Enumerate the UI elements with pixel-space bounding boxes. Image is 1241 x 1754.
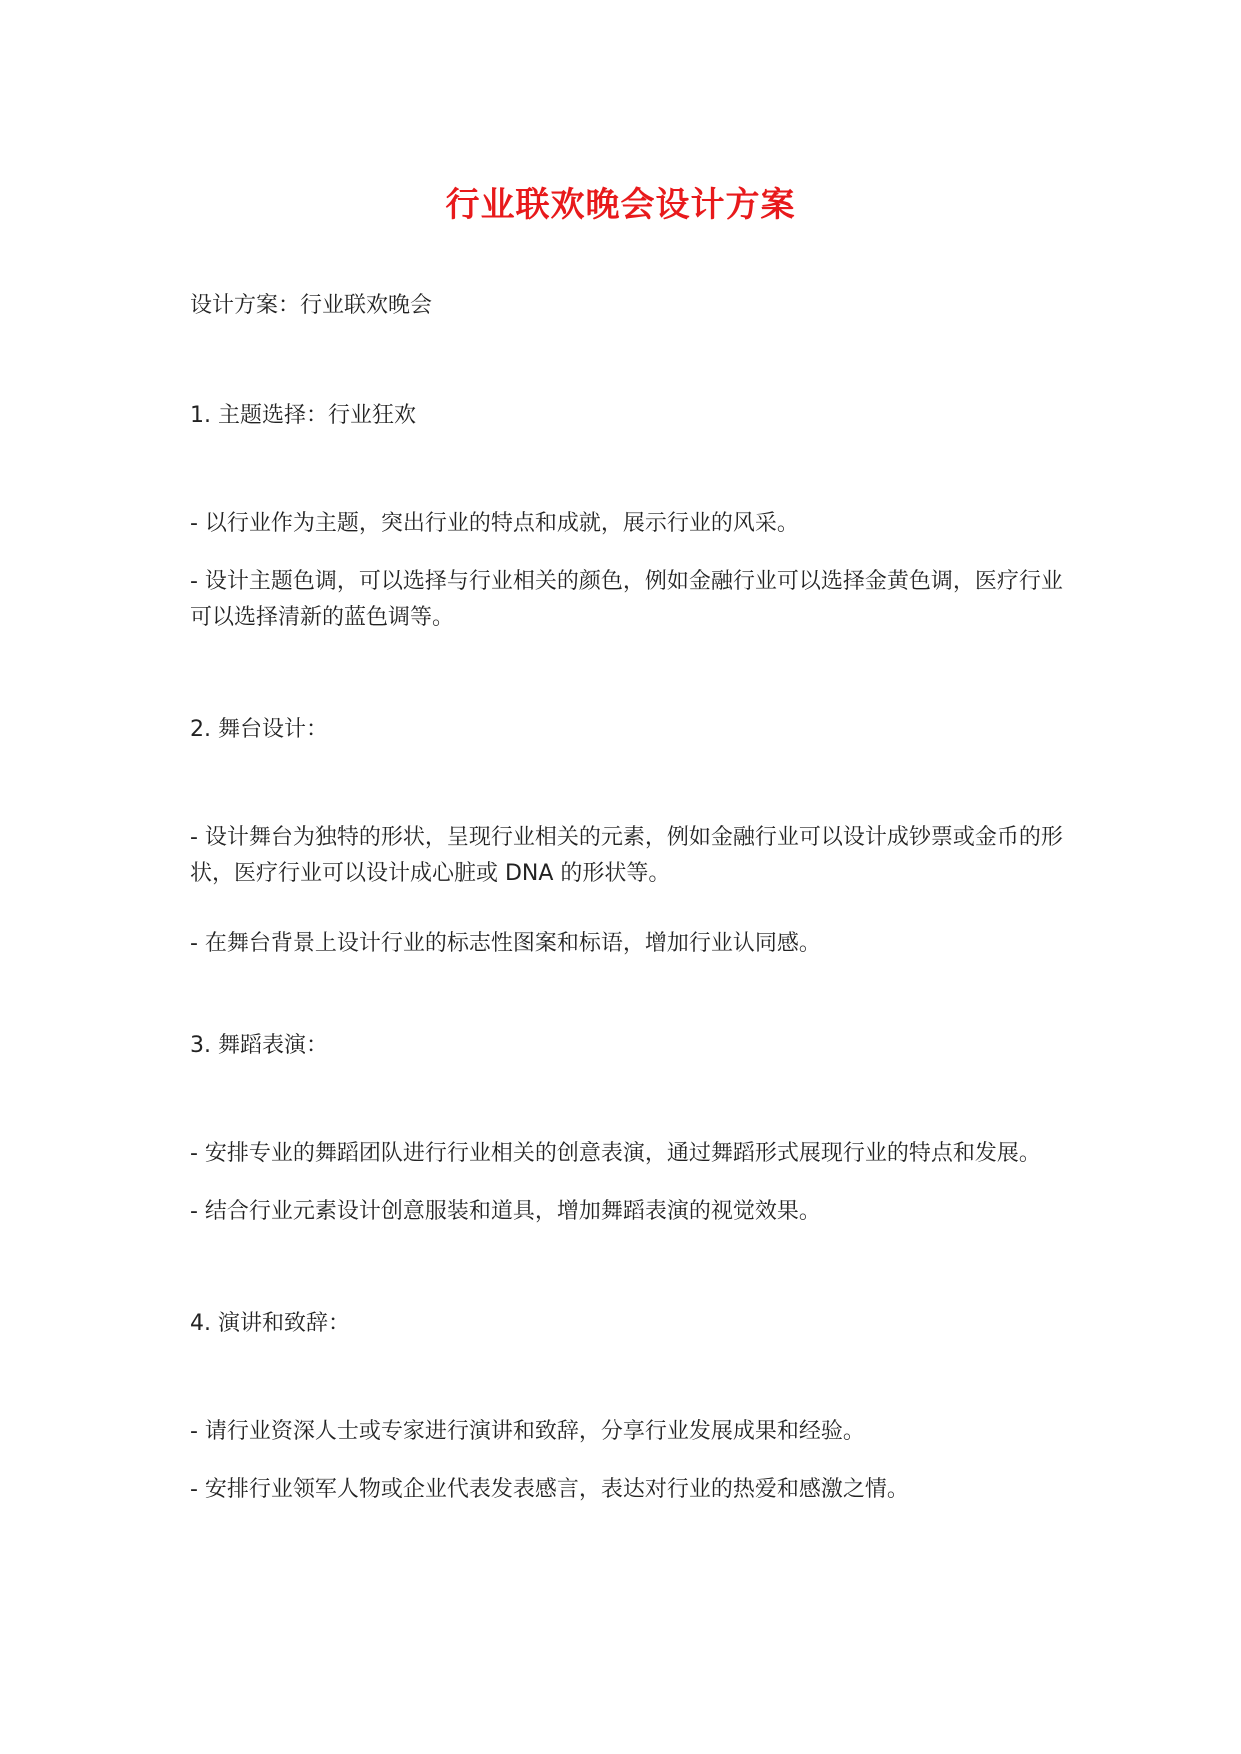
- section-3-item-2: - 结合行业元素设计创意服装和道具，增加舞蹈表演的视觉效果。: [190, 1199, 821, 1224]
- section-1-item-2: - 设计主题色调，可以选择与行业相关的颜色，例如金融行业可以选择金黄色调，医疗行业可以选择清新的蓝色调等。: [190, 569, 1063, 630]
- document-title: 行业联欢晚会设计方案: [445, 185, 796, 225]
- section-2-heading: 2. 舞台设计：: [190, 717, 328, 742]
- section-2-item-2: - 在舞台背景上设计行业的标志性图案和标语，增加行业认同感。: [190, 931, 821, 956]
- section-3-heading: 3. 舞蹈表演：: [190, 1033, 328, 1058]
- section-4-item-1: - 请行业资深人士或专家进行演讲和致辞，分享行业发展成果和经验。: [190, 1419, 865, 1444]
- intro-line: 设计方案：行业联欢晚会: [190, 293, 433, 318]
- section-4-heading: 4. 演讲和致辞：: [190, 1311, 350, 1336]
- section-3-item-1: - 安排专业的舞蹈团队进行行业相关的创意表演，通过舞蹈形式展现行业的特点和发展。: [190, 1141, 1041, 1166]
- section-2-item-1: - 设计舞台为独特的形状，呈现行业相关的元素，例如金融行业可以设计成钞票或金币的形状，医疗行业可以设计成心脏或 DNA 的形状等。: [190, 825, 1063, 886]
- section-1-heading: 1. 主题选择：行业狂欢: [190, 403, 416, 428]
- section-4-item-2: - 安排行业领军人物或企业代表发表感言，表达对行业的热爱和感激之情。: [190, 1477, 909, 1502]
- section-1-item-1: - 以行业作为主题，突出行业的特点和成就，展示行业的风采。: [190, 511, 799, 536]
